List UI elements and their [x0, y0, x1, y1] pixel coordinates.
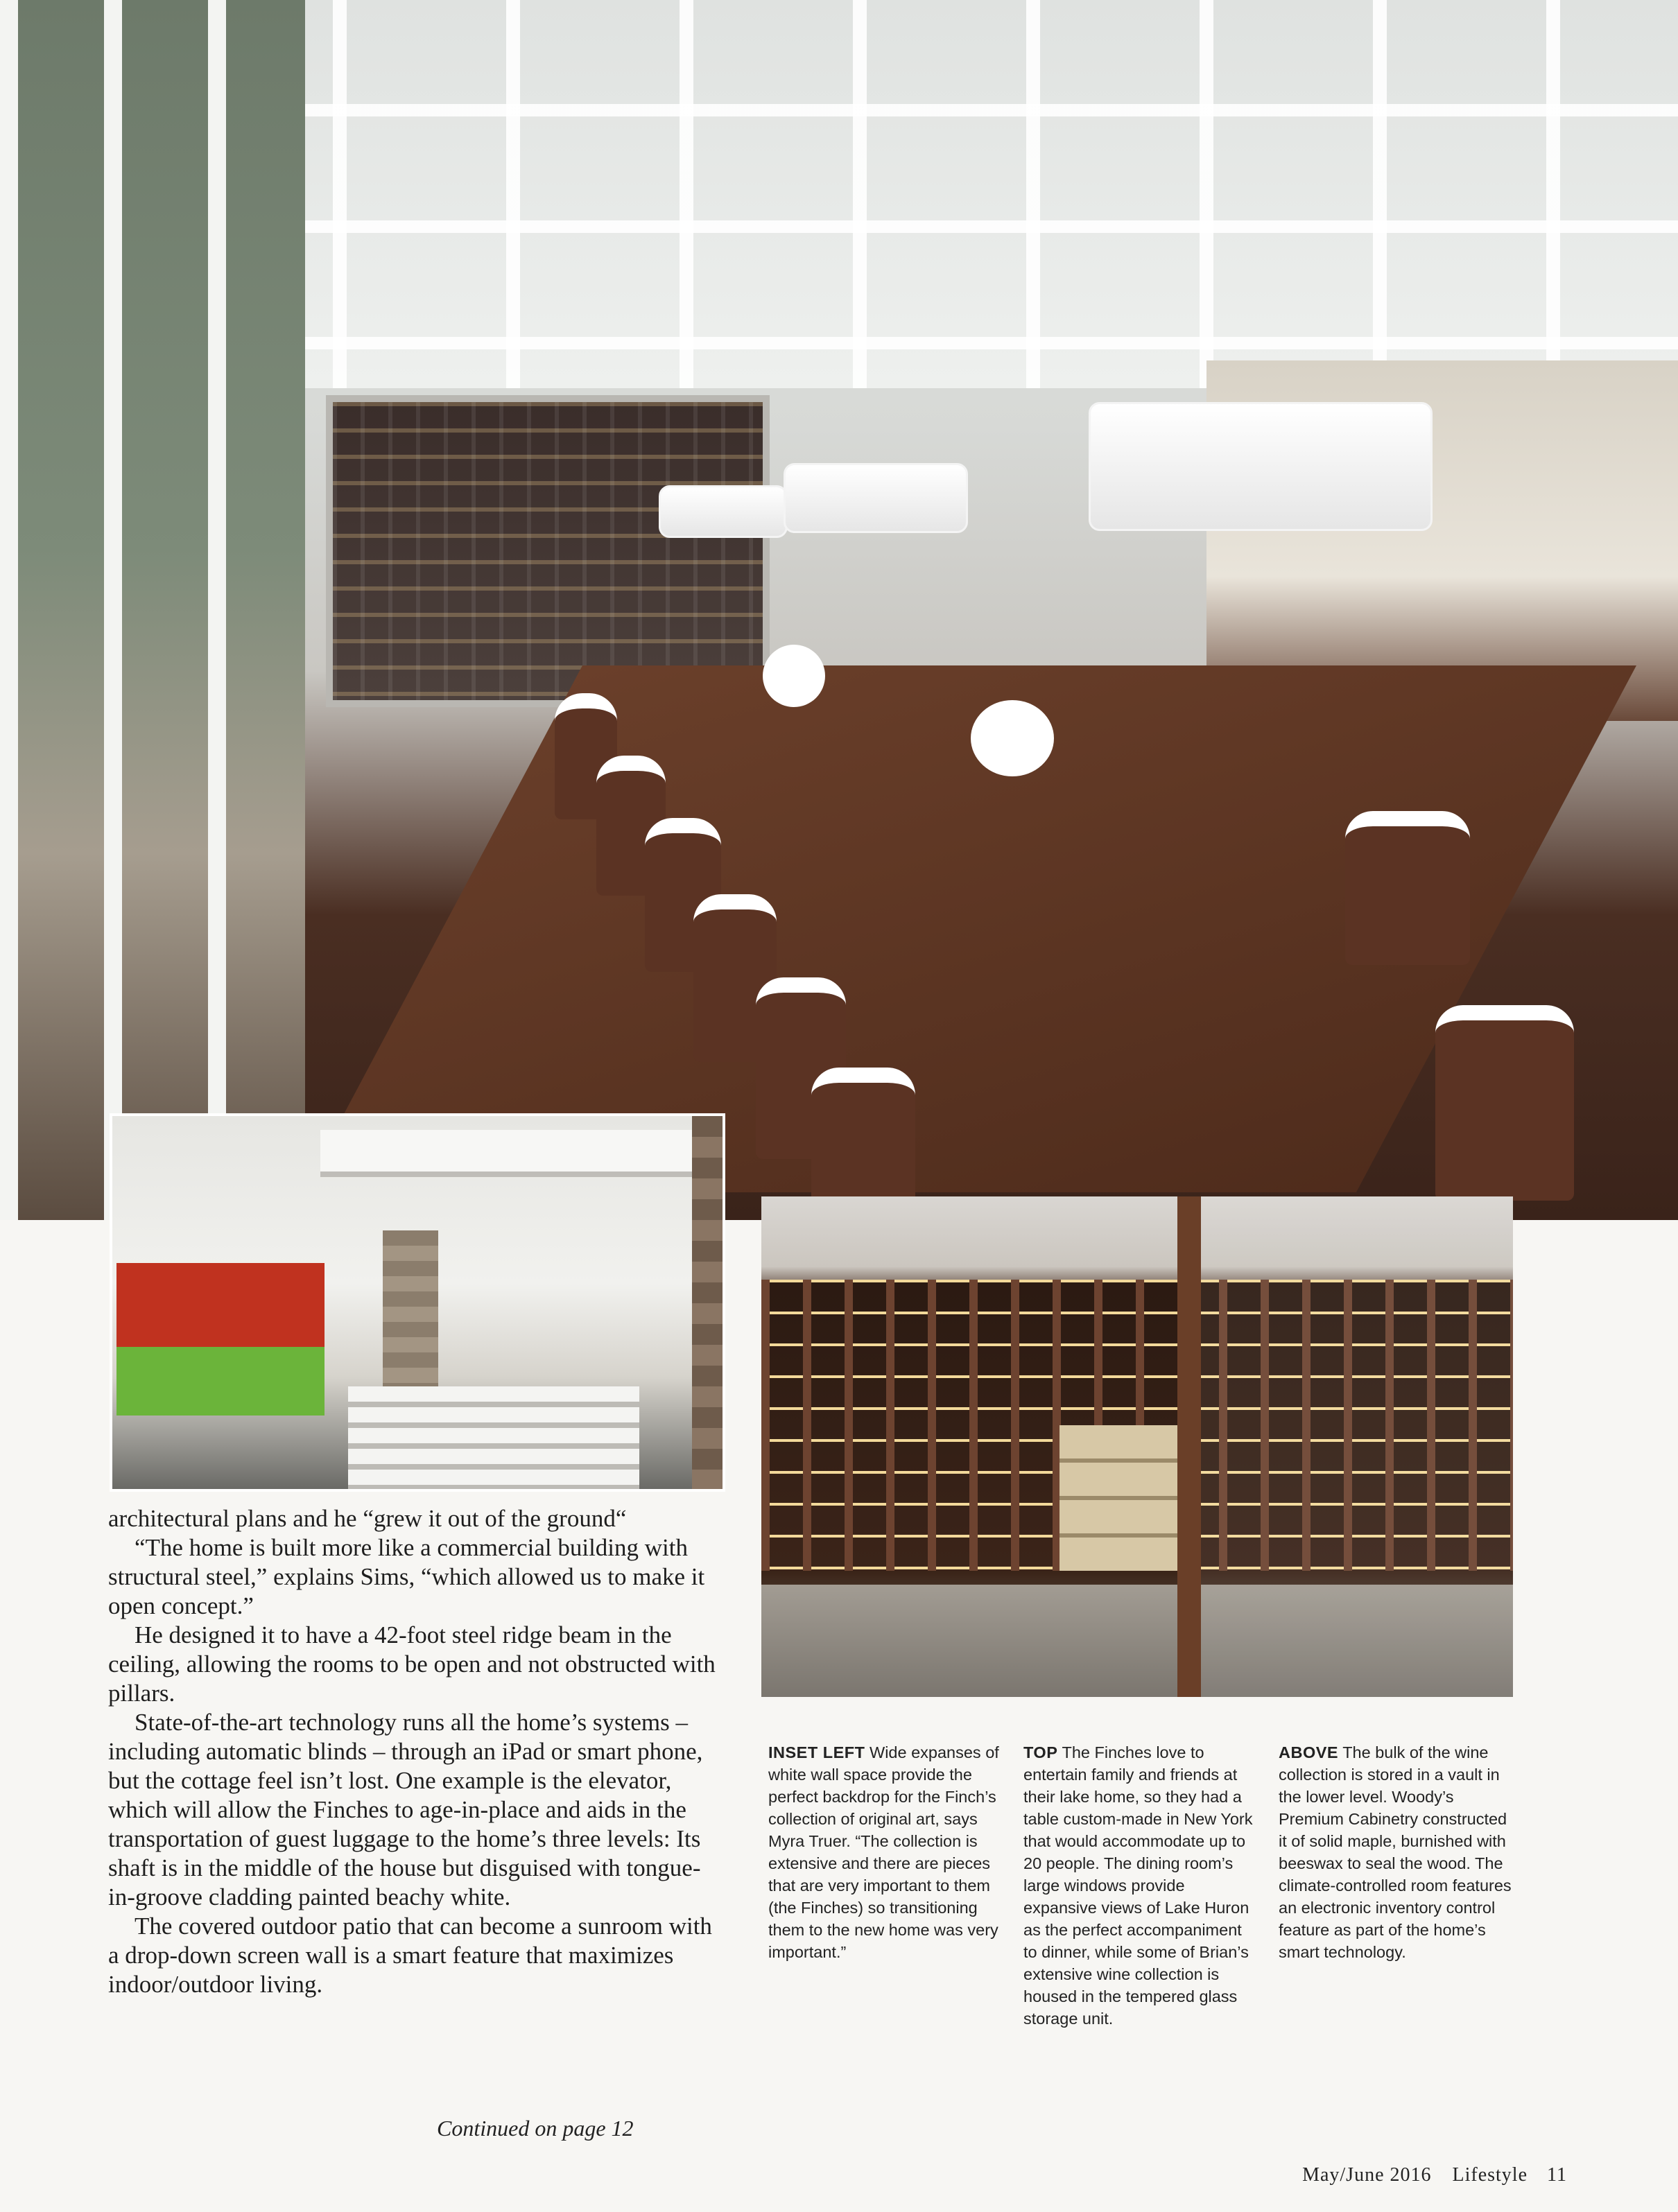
- pendant-light: [1089, 402, 1433, 531]
- inset-left-photo: [110, 1113, 725, 1492]
- wall-painting: [116, 1263, 325, 1416]
- caption-text: Wide expanses of white wall space provide the perfect backdrop for the Finch’s collection of original art, says Myra Truer. “The collection is extensive and there are pieces that are very important to them (the Finches) so transitioning them to the new home was very important.”: [768, 1743, 999, 1961]
- window-wall: [0, 0, 305, 1220]
- caption-inset-left: [768, 1741, 1004, 1963]
- glass-wine-storage: [326, 395, 770, 707]
- article-paragraph: “The home is built more like a commercial building with structural steel,” explains Sims, “which allowed us to make it open concept.”: [108, 1534, 705, 1619]
- overhead-beam: [320, 1130, 709, 1177]
- wine-vault-photo: [761, 1196, 1513, 1697]
- caption-lead: TOP: [1023, 1743, 1058, 1761]
- magazine-name: Lifestyle: [1452, 2164, 1528, 2186]
- pendant-light: [659, 485, 788, 538]
- sculpture: [971, 700, 1054, 776]
- article-paragraph: State-of-the-art technology runs all the home’s systems – including automatic blinds – through an iPad or smart phone, but the cottage feel isn’t lost. One example is the elevator, which will allow the Finches to age-in-place and aids in the transportation of guest luggage to the home’s three levels: Its shaft is in the middle of the house but disguised with tongue-in-groove cladding painted beachy white.: [108, 1709, 703, 1910]
- page-footer: [1179, 2164, 1567, 2186]
- article-paragraph: He designed it to have a 42-foot steel ridge beam in the ceiling, allowing the rooms to be open and not obstructed with pillars.: [108, 1621, 716, 1707]
- article-body: [108, 1504, 718, 1999]
- caption-lead: INSET LEFT: [768, 1743, 865, 1761]
- caption-text: The Finches love to entertain family and friends at their lake home, so they had a table custom-made in New York that would accommodate up to 20 people. The dining room’s large windows provide expansive views of Lake Huron as the perfect accompaniment to dinner, while some of Brian’s extensive wine collection is housed in the tempered glass storage unit.: [1023, 1743, 1253, 2028]
- caption-top: [1023, 1741, 1259, 2030]
- staircase: [348, 1386, 639, 1490]
- page-number: 11: [1547, 2164, 1567, 2186]
- article-paragraph: The covered outdoor patio that can become a sunroom with a drop-down screen wall is a smart feature that maximizes indoor/outdoor living.: [108, 1913, 712, 1998]
- pendant-light: [784, 463, 968, 533]
- continued-note: Continued on page 12: [437, 2116, 634, 2141]
- issue-date: May/June 2016: [1302, 2164, 1432, 2186]
- glass-door: [1177, 1196, 1513, 1697]
- stone-wall: [692, 1116, 723, 1489]
- caption-lead: ABOVE: [1279, 1743, 1339, 1761]
- dining-chair: [1345, 811, 1470, 965]
- caption-above: [1279, 1741, 1514, 1963]
- caption-text: The bulk of the wine collection is stored in a vault in the lower level. Woody’s Premium Cabinetry constructed it of solid maple, burnished with beeswax to seal the wood. The climate-controlled room features an electronic inventory control feature as part of the home’s smart technology.: [1279, 1743, 1512, 1961]
- article-paragraph: architectural plans and he “grew it out of the ground“: [108, 1505, 627, 1532]
- sculpture: [763, 645, 825, 707]
- dining-chair: [1435, 1005, 1574, 1201]
